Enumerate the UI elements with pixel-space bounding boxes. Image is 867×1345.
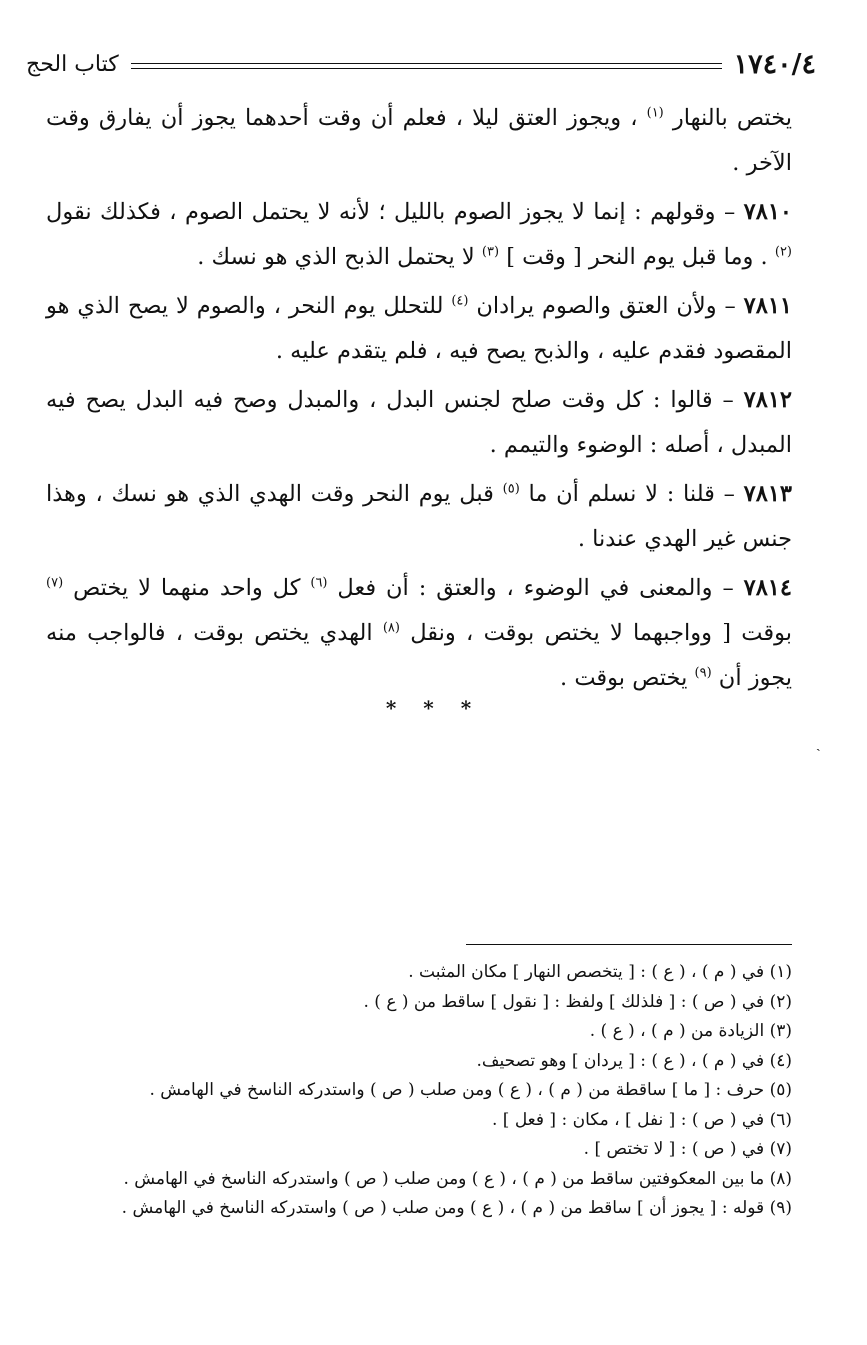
paragraph: ٧٨١٤ – والمعنى في الوضوء ، والعتق : أن فعل $^{(٦)}$ كل واحد منهما لا يختص $^{(٧)}$ بوقت [ وواجبهما لا يختص بوقت ، ونقل $^{(٨)}$ الهدي يختص بوقت ، فالواجب منه يجوز أن $^{(٩)}$ يختص بوقت . <box>46 575 792 691</box>
footnote: (٢) في ( ص ) : [ فلذلك ] ولفظ : [ نقول ] ساقط من ( ع ) . <box>363 991 792 1012</box>
footnote: (٥) حرف : [ ما ] ساقطة من ( م ) ، ( ع ) ومن صلب ( ص ) واستدركه الناسخ في الهامش . <box>149 1080 792 1100</box>
paragraph-number: ٧٨١١ <box>743 293 792 319</box>
footnote-ref: (٨) <box>382 620 400 636</box>
paragraph: ٧٨١٣ – قلنا : لا نسلم أن ما $^{(٥)}$ قبل يوم النحر وقت الهدي الذي هو نسك ، وهذا جنس غير الهدي عندنا . <box>46 481 792 552</box>
stray-mark: ˏ <box>816 736 821 752</box>
footnote-ref: (٦) <box>310 575 328 591</box>
paragraph: ٧٨١٢ – قالوا : كل وقت صلح لجنس البدل ، والمبدل وصح فيه البدل يصح فيه المبدل ، أصله : الوضوء والتيمم . <box>46 387 792 458</box>
paragraph: ٧٨١١ – ولأن العتق والصوم يرادان $^{(٤)}$ للتحلل يوم النحر ، والصوم لا يصح الذي هو المقصود فقدم عليه ، والذبح يصح فيه ، فلم يتقدم عليه . <box>46 293 792 364</box>
footnote-ref: (٥) <box>502 481 520 497</box>
footnotes <box>40 958 792 1224</box>
footnote-ref: (٧) <box>46 575 64 591</box>
footnote: (٣) الزيادة من ( م ) ، ( ع ) . <box>589 1021 792 1041</box>
footnote: (٧) في ( ص ) : [ لا تختص ] . <box>583 1139 792 1159</box>
footnote: (٦) في ( ص ) : [ نفل ] ، مكان : [ فعل ] . <box>491 1109 792 1130</box>
header-double-rule <box>131 63 722 69</box>
section-separator: * * * <box>385 696 482 720</box>
paragraph: يختص بالنهار $^{(١)}$ ، ويجوز العتق ليلا ، فعلم أن وقت أحدهما يجوز أن يفارق وقت الآخر . <box>46 105 792 176</box>
footnote: (٨) ما بين المعكوفتين ساقط من ( م ) ، ( ع ) ومن صلب ( ص ) واستدركه الناسخ في الهامش . <box>123 1168 792 1189</box>
book-title: كتاب الحج <box>26 51 119 77</box>
paragraph-number: ٧٨١٣ <box>743 481 792 507</box>
paragraph: ٧٨١٠ – وقولهم : إنما لا يجوز الصوم بالليل ؛ لأنه لا يحتمل الصوم ، فكذلك نقول $^{(٢)}$ . وما قبل يوم النحر [ وقت ] $^{(٣)}$ لا يحتمل الذبح الذي هو نسك . <box>46 199 792 270</box>
main-text <box>46 96 792 705</box>
footnote-ref: (١) <box>646 105 664 121</box>
footnote-ref: (٢) <box>774 244 792 260</box>
footnote-ref: (٤) <box>451 293 469 309</box>
footnote-ref: (٩) <box>694 665 712 681</box>
paragraph-number: ٧٨١٤ <box>743 575 792 601</box>
running-header <box>26 44 816 84</box>
footnote-ref: (٣) <box>481 244 500 260</box>
footnote: (٩) قوله : [ يجوز أن ] ساقط من ( م ) ، ( ع ) ومن صلب ( ص ) واستدركه الناسخ في الهامش . <box>121 1198 792 1218</box>
page-number: ١٧٤٠/٤ <box>733 48 816 80</box>
paragraph-number: ٧٨١٢ <box>743 387 792 413</box>
footnote: (١) في ( م ) ، ( ع ) : [ يتخصص النهار ] مكان المثبت . <box>408 962 792 982</box>
paragraph-number: ٧٨١٠ <box>743 199 792 225</box>
footnote: (٤) في ( م ) ، ( ع ) : [ يردان ] وهو تصحيف. <box>476 1050 792 1071</box>
footnote-rule <box>466 944 792 945</box>
